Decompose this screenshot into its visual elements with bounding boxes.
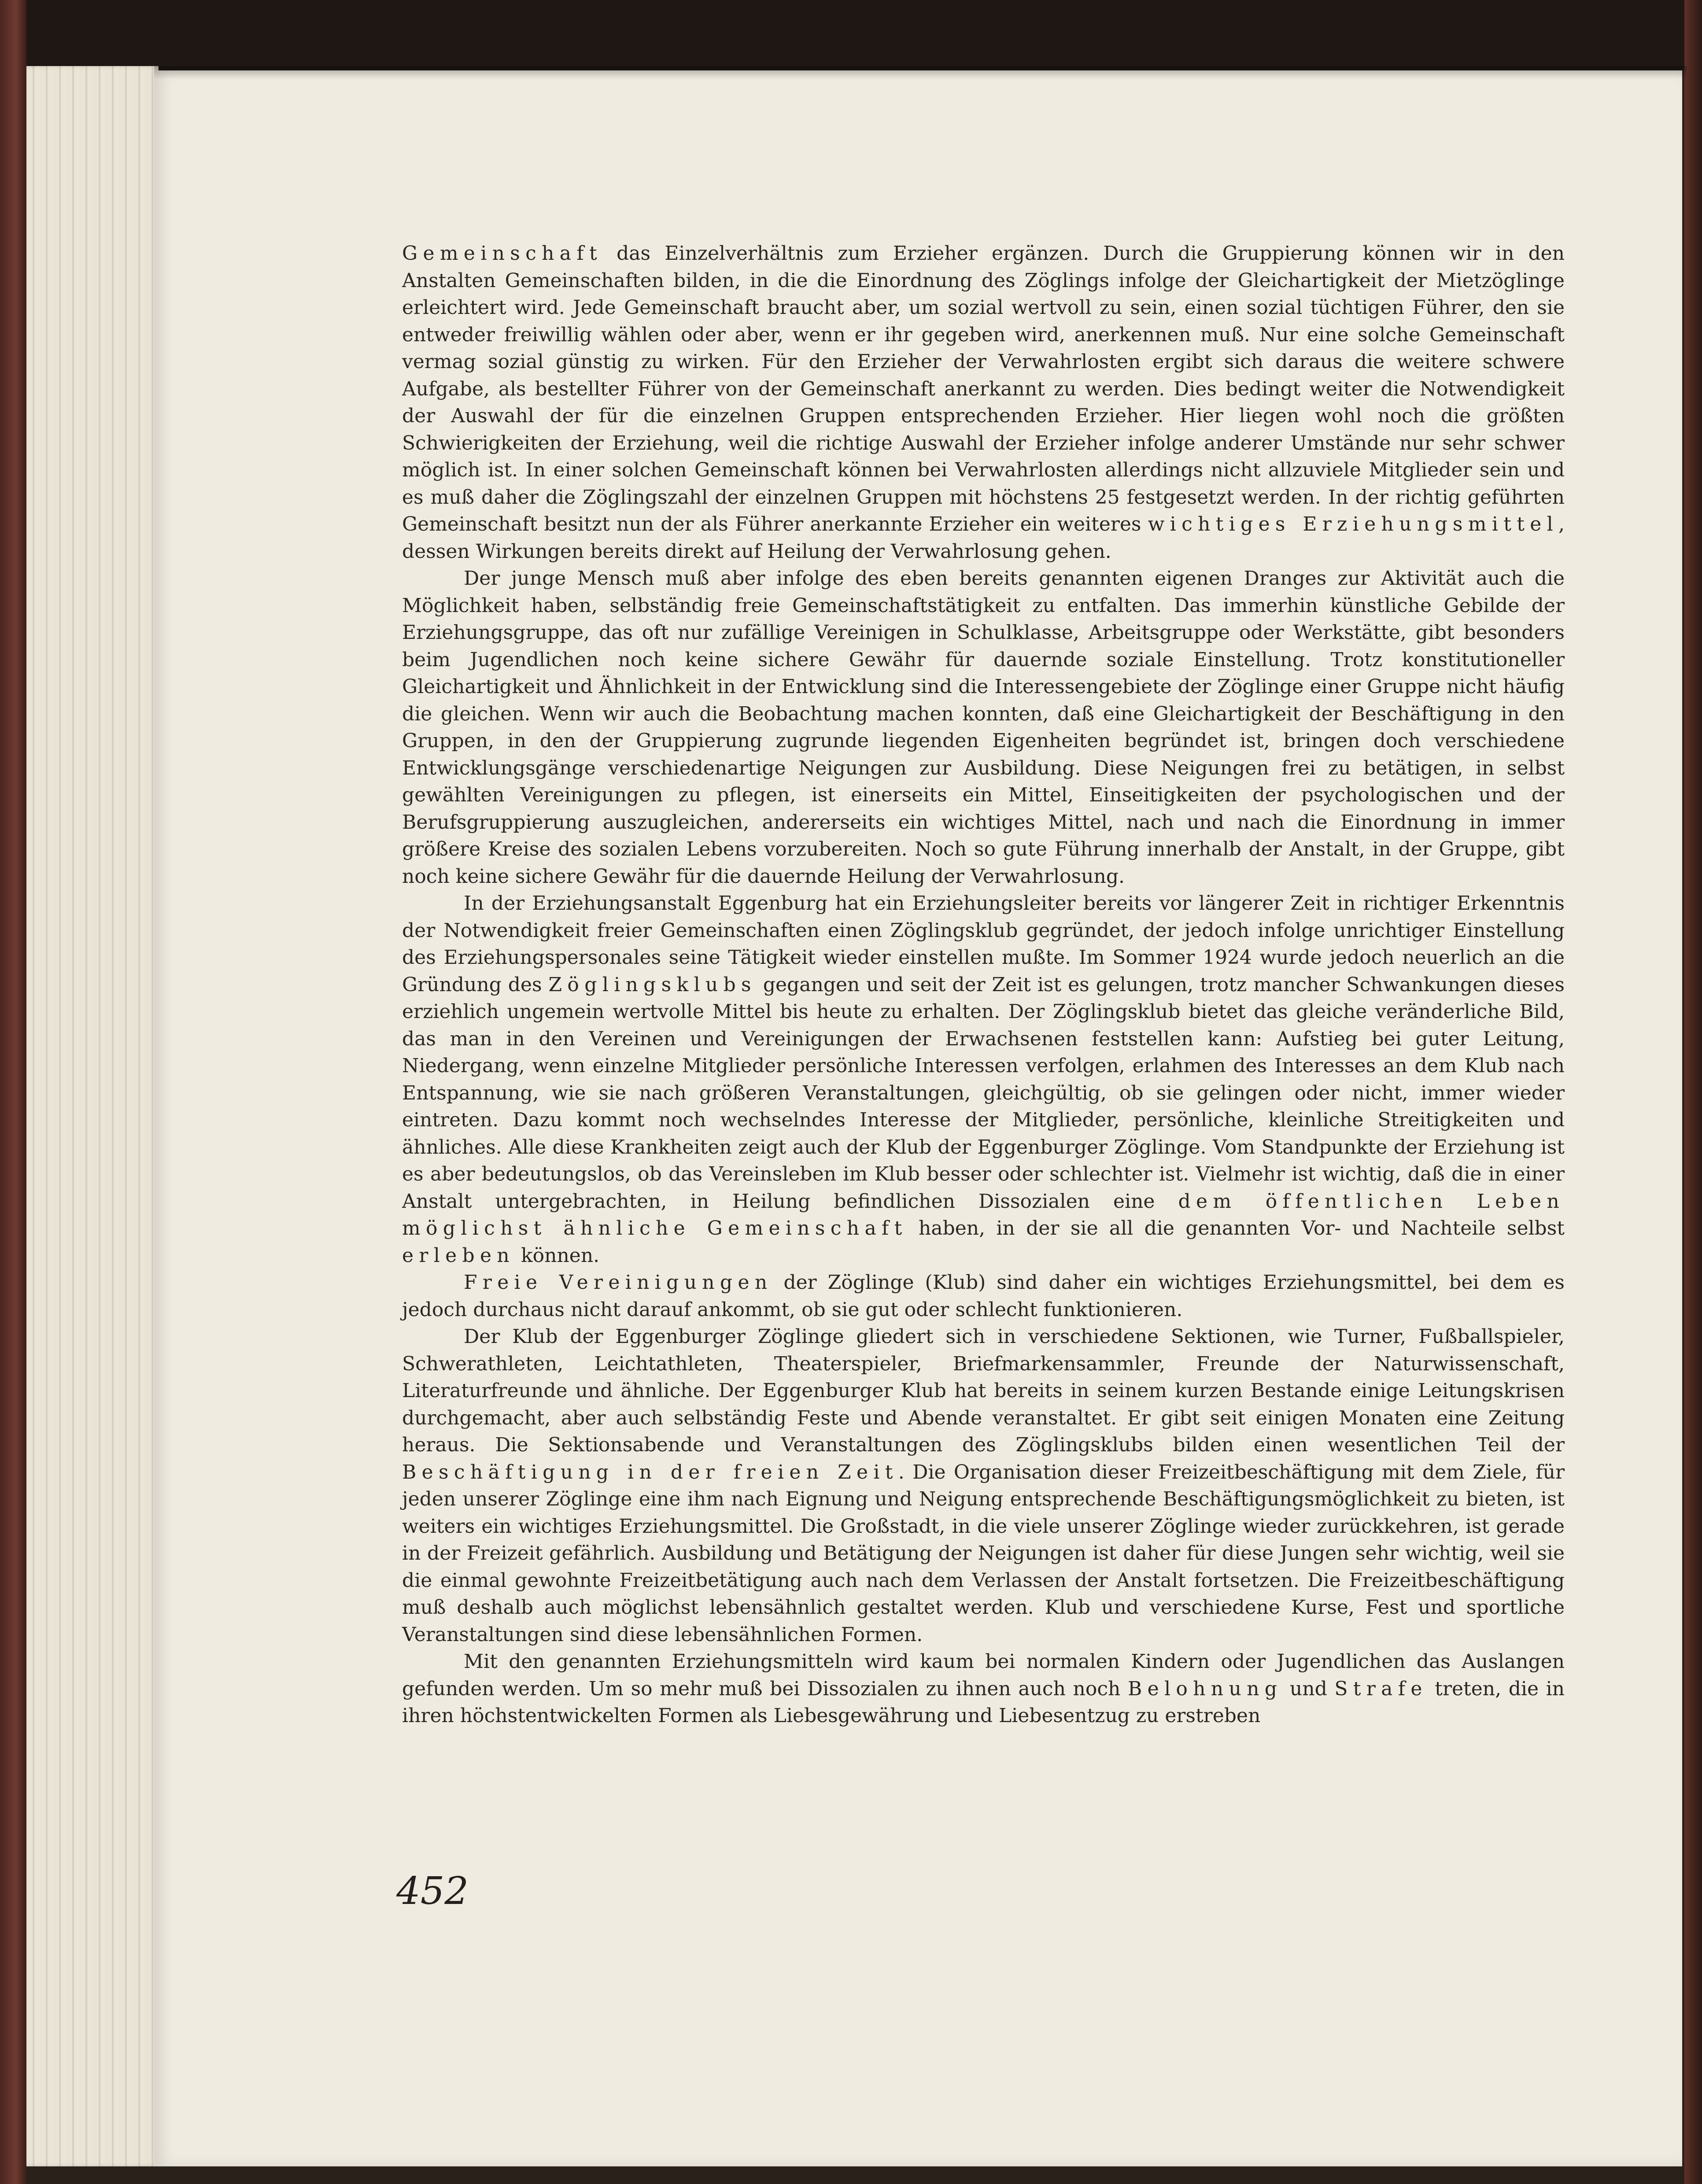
text-run: In der Erziehungsanstalt Eggenburg hat ein Erziehungsleiter bereits vor längerer Zeit in richtiger Erkenntnis der Notwendigkeit freier Gemeinschaften einen Zöglingsklub gegründet, der jedoch infolge unrichtiger Einstellung des Erziehungspersonales seine Tätigkeit wieder einstellen mußte. Im Sommer 1924 wurde jedoch neuerlich an die Gründung des (402, 892, 1565, 996)
spaced-emphasis-text: dem öffentlichen Leben möglichst ähnliche Gemeinschaft (402, 1190, 1565, 1240)
spaced-emphasis-text: Belohnung (1127, 1677, 1283, 1700)
text-run: gegangen und seit der Zeit ist es gelungen, trotz mancher Schwankungen dieses erziehlich ungemein wertvolle Mittel bis heute zu erhalten. Der Zöglingsklub bietet das gleiche veränderliche Bild, das man in den Vereinen und Vereinigungen der Erwachsenen feststellen kann: Aufstieg bei guter Leitung, Niedergang, wenn einzelne Mitglieder persönliche Interessen verfolgen, erlahmen des Interesses an dem Klub nach Entspannung, wie sie nach größeren Veranstaltungen, gleichgültig, ob sie gelingen oder nicht, immer wieder eintreten. Dazu kommt noch wechselndes Interesse der Mitglieder, persönliche, kleinliche Streitigkeiten und ähnliches. Alle diese Krankheiten zeigt auch der Klub der Eggenburger Zöglinge. Vom Standpunkte der Erziehung ist es aber bedeutungslos, ob das Vereinsleben im Klub besser oder schlechter ist. Vielmehr ist wichtig, daß die in einer Anstalt untergebrachten, in Heilung befindlichen Dissozialen eine (402, 973, 1565, 1213)
paragraph-6 (402, 1648, 1565, 1730)
paragraph-5 (402, 1323, 1565, 1648)
page-number: 452 (396, 1869, 469, 1913)
spaced-emphasis-text: Zöglingsklubs (548, 973, 757, 996)
spaced-emphasis-text: erleben (402, 1244, 515, 1267)
spaced-emphasis-text: Freie Vereinigungen (464, 1271, 773, 1294)
spaced-emphasis-text: wichtiges Erziehungsmittel (1148, 513, 1558, 535)
text-run: der Zöglinge (Klub) sind daher ein wichtiges Erziehungsmittel, bei dem es jedoch durchaus nicht darauf ankommt, ob sie gut oder schlecht funktionieren. (402, 1271, 1565, 1321)
scan-background (0, 0, 1702, 70)
paragraph-1 (402, 240, 1565, 565)
text-run: Der junge Mensch muß aber infolge des eben bereits genannten eigenen Dranges zur Aktivität auch die Möglichkeit haben, selbständig freie Gemeinschaftstätigkeit zu entfalten. Das immerhin künstliche Gebilde der Erziehungsgruppe, das oft nur zufällige Vereinigen in Schulklasse, Arbeitsgruppe oder Werkstätte, gibt besonders beim Jugendlichen noch keine sichere Gewähr für dauernde soziale Einstellung. Trotz konstitutioneller Gleichartigkeit und Ähnlichkeit in der Entwicklung sind die Interessengebiete der Zöglinge einer Gruppe nicht häufig die gleichen. Wenn wir auch die Beobachtung machen konnten, daß eine Gleichartigkeit der Beschäftigung in den Gruppen, in den der Gruppierung zugrunde liegenden Eigenheiten begründet ist, bringen doch verschiedene Entwicklungsgänge verschiedenartige Neigungen zur Ausbildung. Diese Neigungen frei zu betätigen, in selbst gewählten Vereinigungen zu pflegen, ist einerseits ein Mittel, Einseitigkeiten der psychologischen und der Berufsgruppierung auszugleichen, andererseits ein wichtiges Mittel, nach und nach die Einordnung in immer größere Kreise des sozialen Lebens vorzubereiten. Noch so gute Führung innerhalb der Anstalt, in der Gruppe, gibt noch keine sichere Gewähr für die dauernde Heilung der Verwahrlosung. (402, 567, 1565, 888)
paragraph-2 (402, 565, 1565, 890)
spaced-emphasis-text: Strafe (1334, 1677, 1428, 1700)
book-cover-edge-left (0, 0, 26, 2184)
paragraph-4 (402, 1269, 1565, 1323)
body-text (402, 240, 1565, 1730)
text-run: Mit den genannten Erziehungsmitteln wird kaum bei normalen Kindern oder Jugendlichen das Auslangen gefunden werden. Um so mehr muß bei Dissozialen zu ihnen auch noch (402, 1650, 1565, 1700)
text-run: . Die Organisation dieser Freizeitbeschäftigung mit dem Ziele, für jeden unserer Zöglinge eine ihm nach Eignung und Neigung entsprechende Beschäftigungsmöglichkeit zu bieten, ist weiters ein wichtiges Erziehungsmittel. Die Großstadt, in die viele unserer Zöglinge wieder zurückkehren, ist gerade in der Freizeit gefährlich. Ausbildung und Betätigung der Neigungen ist daher für diese Jungen sehr wichtig, weil sie die einmal gewohnte Freizeitbetätigung auch nach dem Verlassen der Anstalt fortsetzen. Die Freizeitbeschäftigung muß deshalb auch möglichst lebensähnlich gestaltet werden. Klub und verschiedene Kurse, Fest und sportliche Veranstaltungen sind diese lebensähnlichen Formen. (402, 1461, 1565, 1646)
text-run: und (1282, 1677, 1335, 1700)
text-run: haben, in der sie all die genannten Vor- und Nachteile selbst (907, 1217, 1565, 1240)
page-stack-edges (26, 66, 159, 2166)
text-run: , dessen Wirkungen bereits direkt auf Heilung der Verwahrlosung gehen. (402, 513, 1565, 563)
text-run: treten, die in ihren höchstentwickelten Formen als Liebesgewährung und Liebesentzug zu erstreben (402, 1677, 1565, 1727)
text-run: Der Klub der Eggenburger Zöglinge gliedert sich in verschiedene Sektionen, wie Turner, Fußballspieler, Schwerathleten, Leichtathleten, Theaterspieler, Briefmarkensammler, Freunde der Naturwissenschaft, Literaturfreunde und ähnliche. Der Eggenburger Klub hat bereits in seinem kurzen Bestande einige Leitungskrisen durchgemacht, aber auch selbständig Feste und Abende veranstaltet. Er gibt seit einigen Monaten eine Zeitung heraus. Die Sektionsabende und Veranstaltungen des Zöglingsklubs bilden einen wesentlichen Teil der (402, 1325, 1565, 1456)
text-run: können. (514, 1244, 600, 1267)
paragraph-3 (402, 890, 1565, 1269)
text-run: das Einzelverhältnis zum Erzieher ergänzen. Durch die Gruppierung können wir in den Anstalten Gemeinschaften bilden, in die die Einordnung des Zöglings infolge der Gleichartigkeit der Mietzöglinge erleichtert wird. Jede Gemeinschaft braucht aber, um sozial wertvoll zu sein, einen sozial tüchtigen Führer, den sie entweder freiwillig wählen oder aber, wenn er ihr gegeben wird, anerkennen muß. Nur eine solche Gemeinschaft vermag sozial günstig zu wirken. Für den Erzieher der Verwahrlosten ergibt sich daraus die weitere schwere Aufgabe, als bestellter Führer von der Gemeinschaft anerkannt zu werden. Dies bedingt weiter die Notwendigkeit der Auswahl der für die einzelnen Gruppen entsprechenden Erzieher. Hier liegen wohl noch die größten Schwierigkeiten der Erziehung, weil die richtige Auswahl der Erzieher infolge anderer Umstände nur sehr schwer möglich ist. In einer solchen Gemeinschaft können bei Verwahrlosten allerdings nicht allzuviele Mitglieder sein und es muß daher die Zöglingszahl der einzelnen Gruppen mit höchstens 25 festgesetzt werden. In der richtig geführten Gemeinschaft besitzt nun der als Führer anerkannte Erzieher ein weiteres (402, 242, 1565, 535)
spaced-emphasis-text: Gemeinschaft (402, 242, 602, 265)
spaced-emphasis-text: Beschäftigung in der freien Zeit (402, 1461, 898, 1483)
book-cover-edge-right (1684, 0, 1702, 2184)
page-top-shadow (154, 66, 1687, 79)
